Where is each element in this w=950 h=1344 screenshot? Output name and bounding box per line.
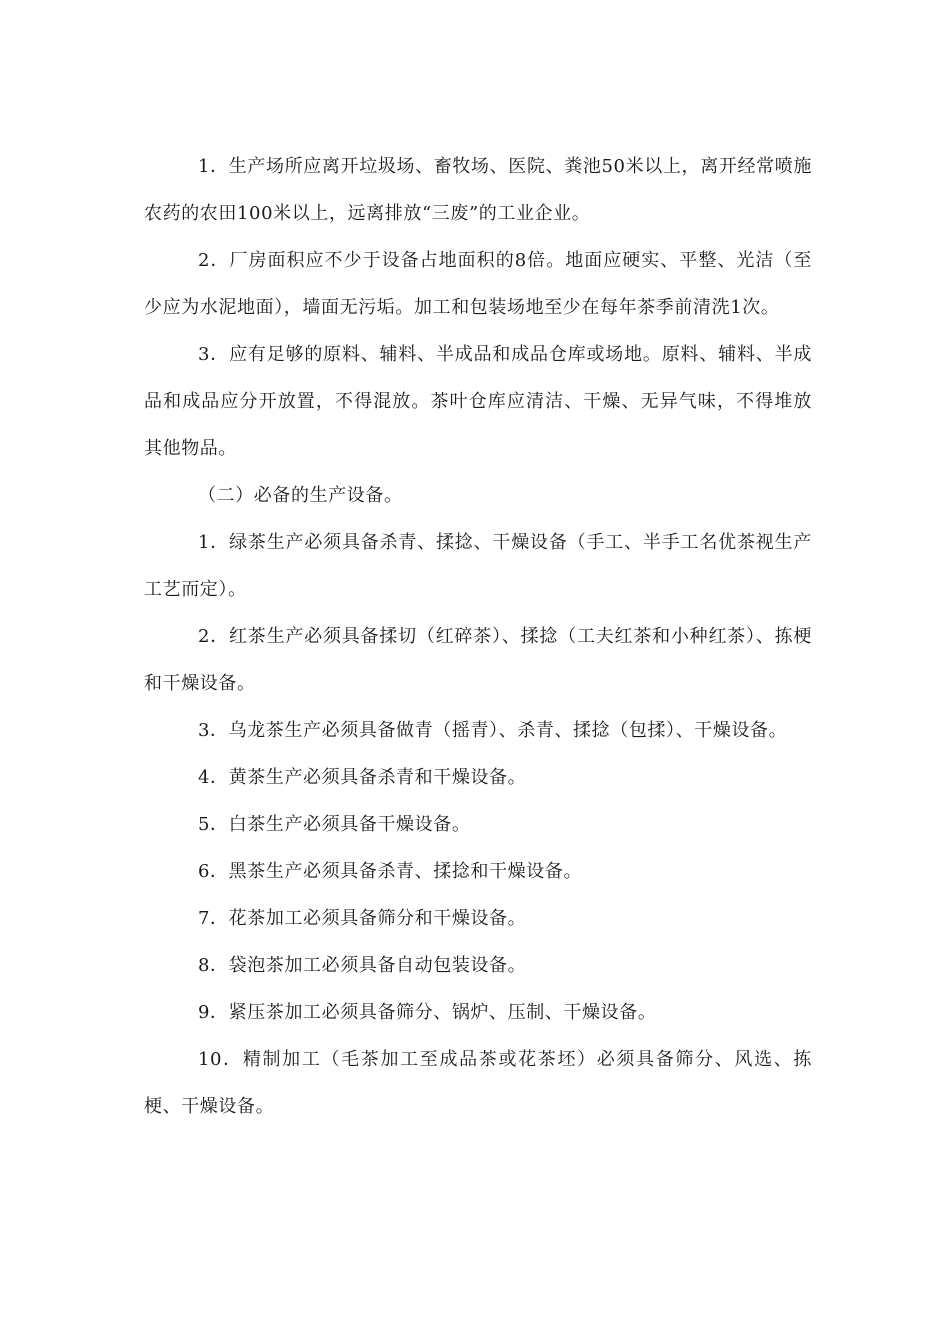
paragraph-refined-processing: 10．精制加工（毛茶加工至成品茶或花茶坯）必须具备筛分、风选、拣梗、干燥设备。 (144, 1049, 812, 1117)
paragraph-compressed-tea: 9．紧压茶加工必须具备筛分、锅炉、压制、干燥设备。 (198, 1002, 657, 1023)
paragraph-oolong-tea: 3．乌龙茶生产必须具备做青（摇青）、杀青、揉捻（包揉）、干燥设备。 (198, 720, 788, 741)
paragraph-warehouse: 3．应有足够的原料、辅料、半成品和成品仓库或场地。原料、辅料、半成品和成品应分开放置，不得混放。茶叶仓库应清洁、干燥、无异气味，不得堆放其他物品。 (144, 344, 812, 459)
paragraph-site-location: 1．生产场所应离开垃圾场、畜牧场、医院、粪池50米以上，离开经常喷施农药的农田100米以上，远离排放“三废”的工业企业。 (144, 156, 812, 224)
paragraph-dark-tea: 6．黑茶生产必须具备杀青、揉捻和干燥设备。 (198, 861, 583, 882)
paragraph-black-tea: 2．红茶生产必须具备揉切（红碎茶）、揉捻（工夫红茶和小种红茶）、拣梗和干燥设备。 (144, 626, 812, 694)
paragraph-tea-bag: 8．袋泡茶加工必须具备自动包装设备。 (198, 955, 527, 976)
section-heading-equipment: （二）必备的生产设备。 (198, 485, 403, 506)
paragraph-yellow-tea: 4．黄茶生产必须具备杀青和干燥设备。 (198, 767, 527, 788)
paragraph-white-tea: 5．白茶生产必须具备干燥设备。 (198, 814, 471, 835)
paragraph-scented-tea: 7．花茶加工必须具备筛分和干燥设备。 (198, 908, 527, 929)
document-body (144, 143, 812, 1130)
paragraph-factory-area: 2．厂房面积应不少于设备占地面积的8倍。地面应硬实、平整、光洁（至少应为水泥地面），墙面无污垢。加工和包装场地至少在每年茶季前清洗1次。 (144, 250, 812, 318)
paragraph-green-tea: 1．绿茶生产必须具备杀青、揉捻、干燥设备（手工、半手工名优茶视生产工艺而定）。 (144, 532, 812, 600)
